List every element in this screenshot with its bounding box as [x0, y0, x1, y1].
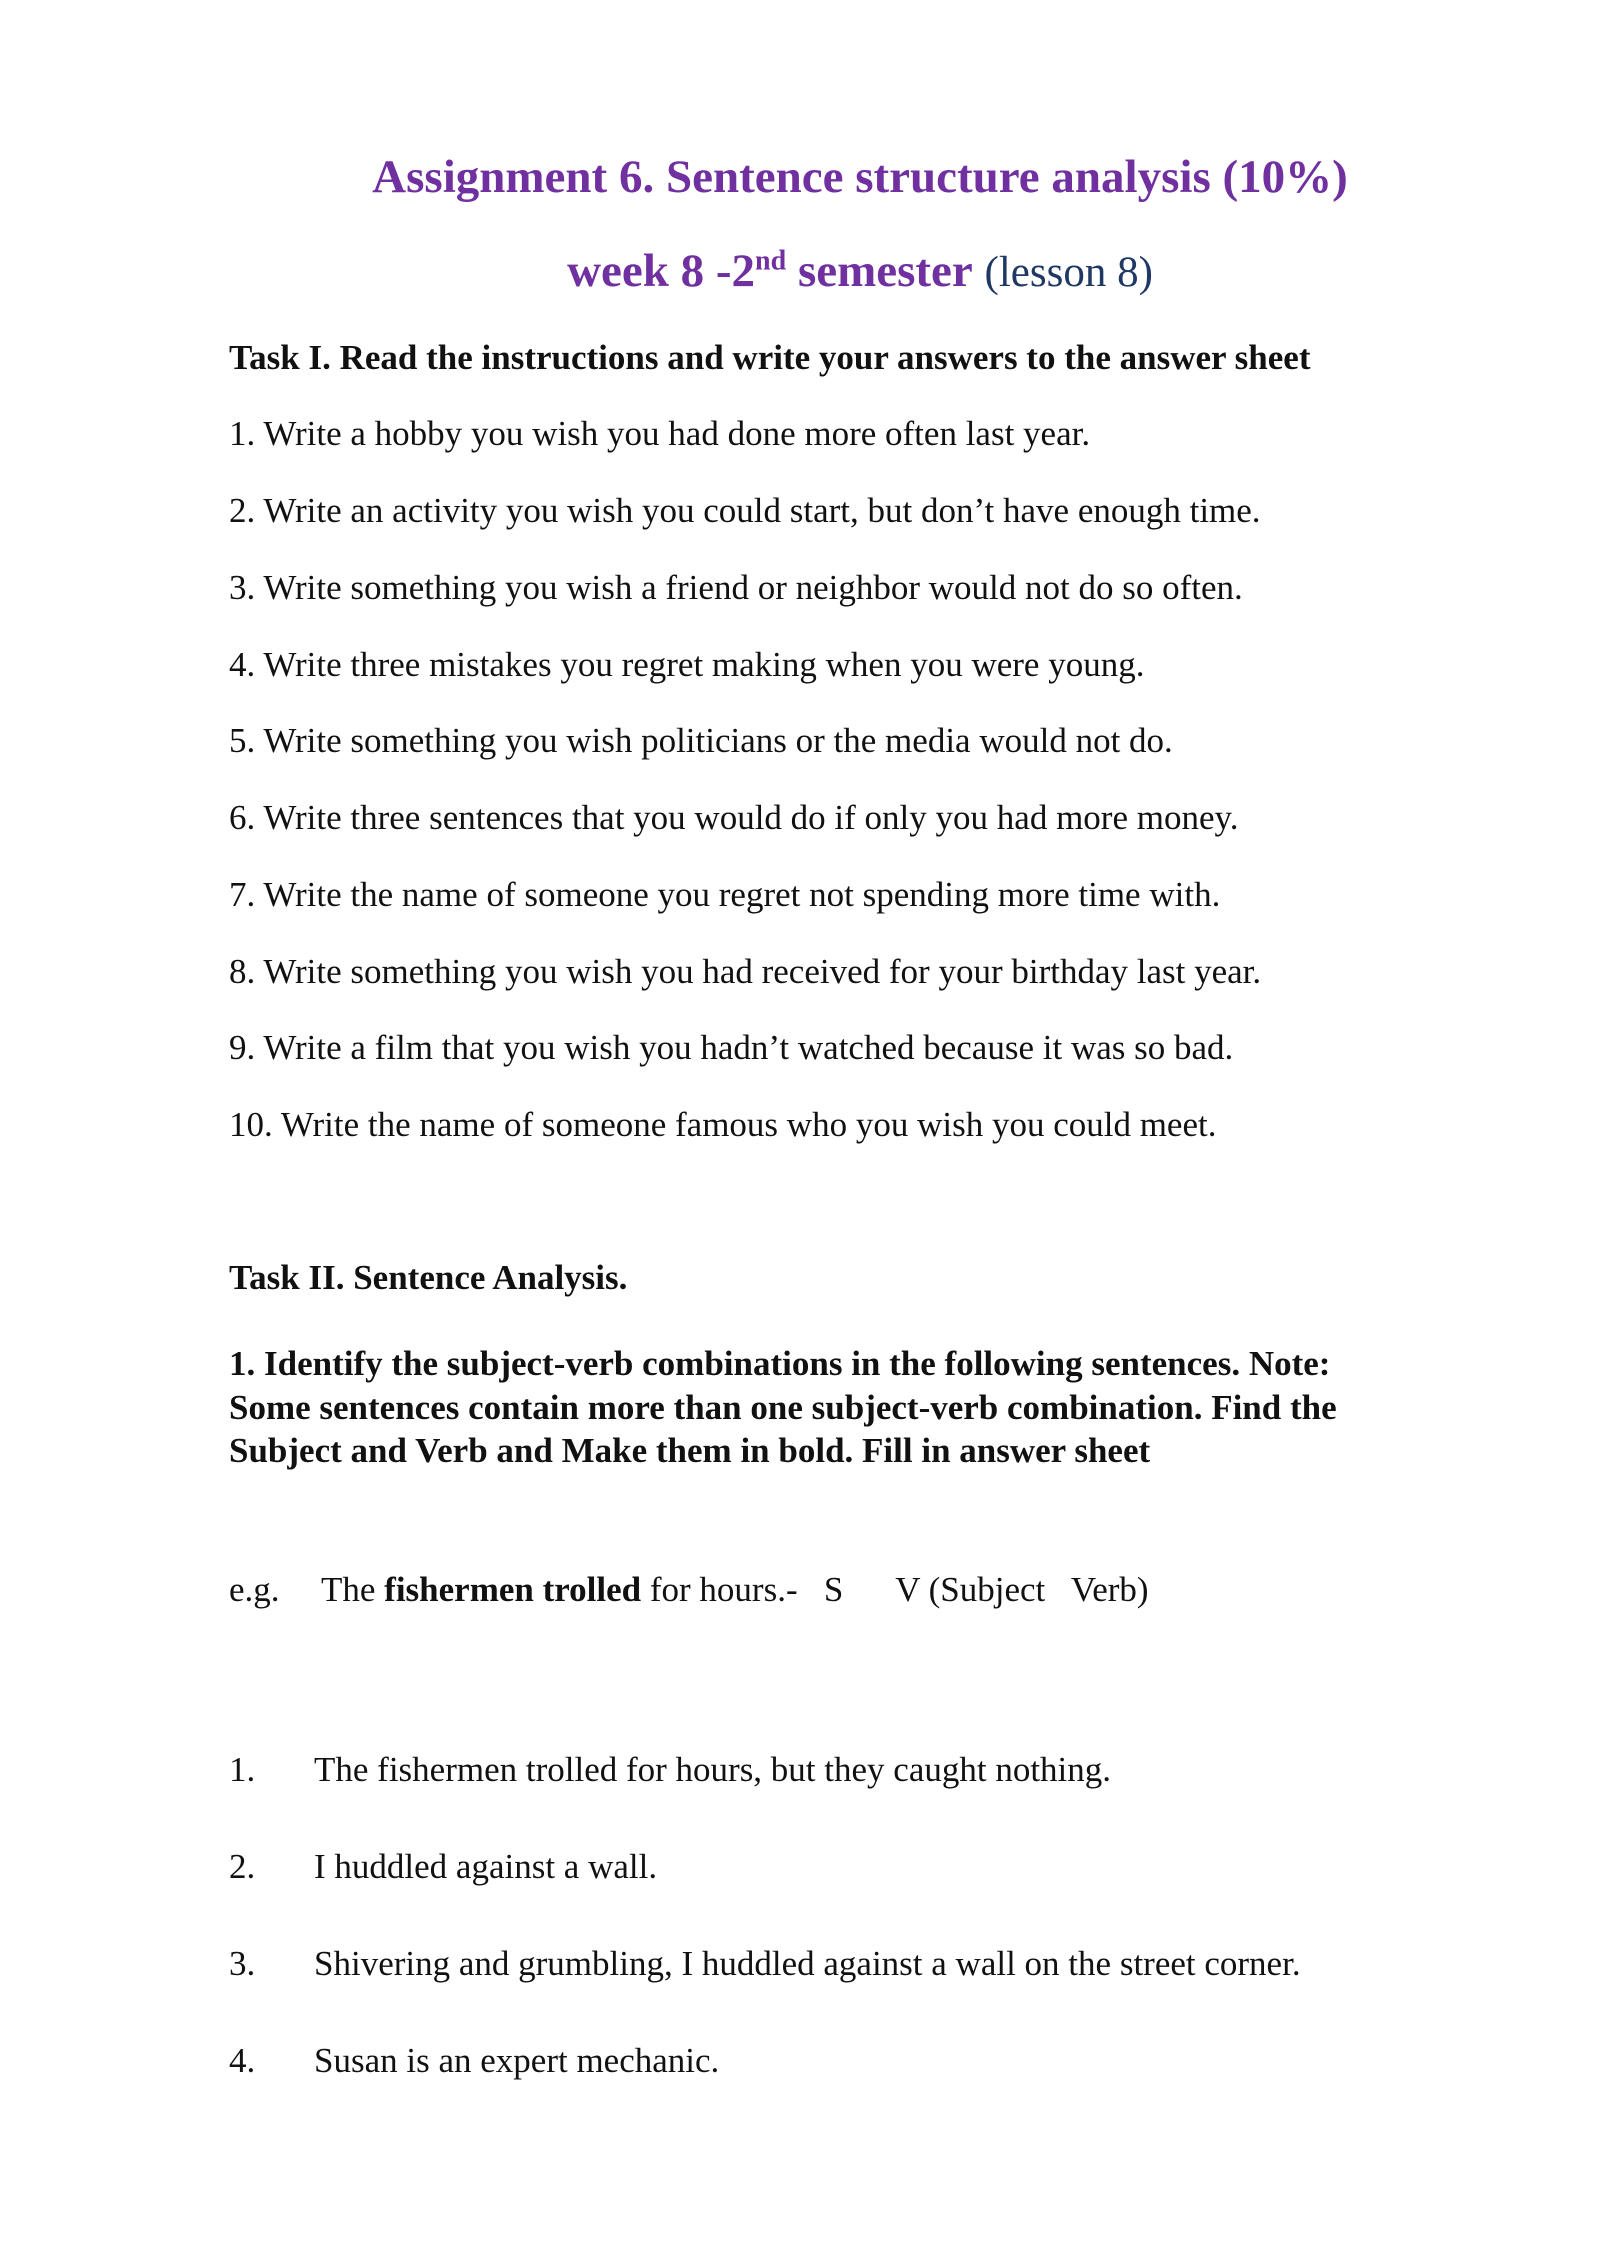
task1-item: 6. Write three sentences that you would do if only you had more money.: [229, 798, 1239, 837]
task1-item: 2. Write an activity you wish you could start, but don’t have enough time.: [229, 491, 1261, 530]
subtitle-week: week 8 -2nd semester: [567, 245, 973, 297]
sentence-number: 3.: [229, 1944, 256, 1983]
sentence-text: I huddled against a wall.: [314, 1847, 658, 1886]
task1-heading: Task I. Read the instructions and write your answers to the answer sheet: [229, 338, 1311, 377]
sentence-number: 4.: [229, 2041, 256, 2080]
task1-item: 5. Write something you wish politicians or the media would not do.: [229, 721, 1173, 760]
sentence-text: The fishermen trolled for hours, but they caught nothing.: [314, 1750, 1112, 1789]
task2-heading: Task II. Sentence Analysis.: [229, 1258, 628, 1297]
task1-item: 1. Write a hobby you wish you had done more often last year.: [229, 414, 1091, 453]
assignment-title: Assignment 6. Sentence structure analysis (10%): [372, 151, 1348, 203]
subtitle-ordinal-suffix: nd: [755, 245, 787, 277]
analysis-sentence: [229, 1944, 1301, 1984]
task1-item: 7. Write the name of someone you regret not spending more time with.: [229, 875, 1221, 914]
analysis-sentence: [229, 1750, 1111, 1790]
example-subject-verb: fishermen trolled: [384, 1570, 642, 1609]
task1-item: 4. Write three mistakes you regret making when you were young.: [229, 645, 1145, 684]
assignment-subtitle: [0, 244, 1600, 298]
sentence-number: 2.: [229, 1847, 256, 1886]
task1-item: 3. Write something you wish a friend or neighbor would not do so often.: [229, 568, 1243, 607]
example-sentence: e.g. The fishermen trolled for hours.- S V (Subject Verb): [229, 1570, 1149, 1609]
analysis-sentence: [229, 2041, 719, 2081]
task1-item: 10. Write the name of someone famous who you wish you could meet.: [229, 1105, 1217, 1144]
task2-instructions: 1. Identify the subject-verb combinations in the following sentences. Note: Some sentences contain more than one subject-verb combination. Find the Subject and Verb and Make them in bold. Fill in answer sheet: [229, 1344, 1337, 1470]
example-prefix: e.g.: [229, 1570, 280, 1609]
sentence-text: Shivering and grumbling, I huddled against a wall on the street corner.: [314, 1944, 1301, 1983]
sentence-number: 1.: [229, 1750, 256, 1789]
sentence-text: Susan is an expert mechanic.: [314, 2041, 720, 2080]
task1-item: 8. Write something you wish you had received for your birthday last year.: [229, 952, 1262, 991]
analysis-sentence: [229, 1847, 657, 1887]
task1-item: 9. Write a film that you wish you hadn’t watched because it was so bad.: [229, 1028, 1234, 1067]
subtitle-lesson: (lesson 8): [984, 249, 1153, 296]
